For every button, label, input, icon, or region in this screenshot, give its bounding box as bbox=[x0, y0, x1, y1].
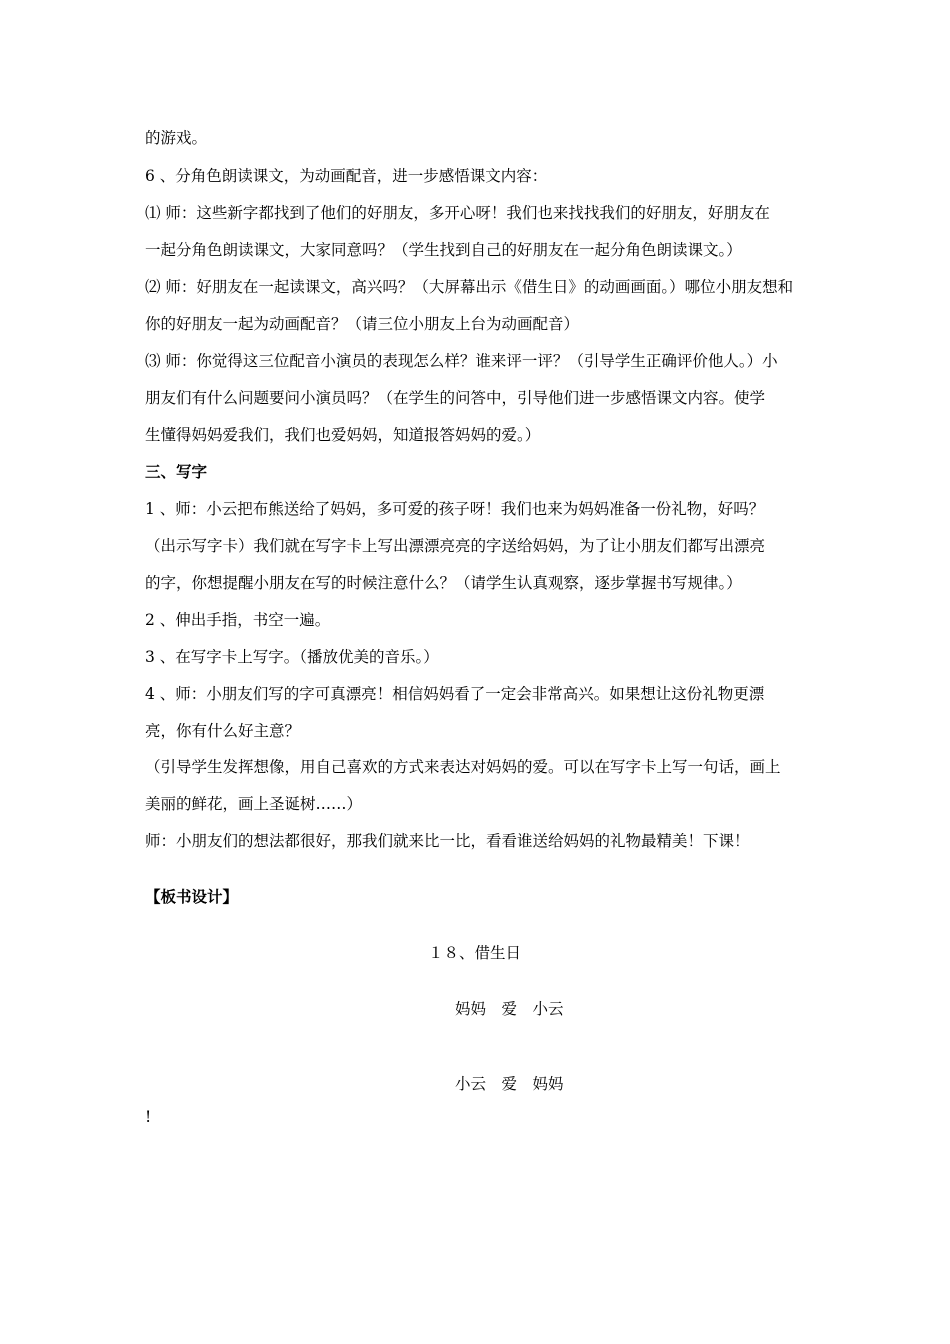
text-line: 3 、在写字卡上写字。（播放优美的音乐。） bbox=[145, 648, 439, 666]
text-line: ⑶ 师：你觉得这三位配音小演员的表现怎么样？谁来评一评？（引导学生正确评价他人。）小 bbox=[145, 352, 778, 370]
text-line: ⑵ 师：好朋友在一起读课文，高兴吗？（大屏幕出示《借生日》的动画画面。）哪位小朋友想和 bbox=[145, 278, 794, 296]
text-line: 的字，你想提醒小朋友在写的时候注意什么？（请学生认真观察，逐步掌握书写规律。） bbox=[145, 574, 742, 592]
text-line: 一起分角色朗读课文，大家同意吗？（学生找到自己的好朋友在一起分角色朗读课文。） bbox=[145, 241, 742, 259]
board-title: １８、借生日 bbox=[428, 944, 522, 962]
trailing-mark: ! bbox=[145, 1108, 152, 1126]
text-line: 你的好朋友一起为动画配音？（请三位小朋友上台为动画配音） bbox=[145, 315, 580, 333]
text-line: ⑴ 师：这些新字都找到了他们的好朋友，多开心呀！我们也来找找我们的好朋友，好朋友在 bbox=[145, 204, 770, 222]
text-line: 2 、伸出手指，书空一遍。 bbox=[145, 611, 331, 629]
text-line: 的游戏。 bbox=[145, 129, 208, 147]
text-line: 4 、师：小朋友们写的字可真漂亮！相信妈妈看了一定会非常高兴。如果想让这份礼物更漂 bbox=[145, 685, 765, 703]
text-line: 6 、分角色朗读课文，为动画配音，进一步感悟课文内容： bbox=[145, 167, 548, 185]
board-line-2: 小云 爱 妈妈 bbox=[455, 1075, 564, 1093]
text-line: （引导学生发挥想像，用自己喜欢的方式来表达对妈妈的爱。可以在写字卡上写一句话，画上 bbox=[145, 758, 781, 776]
text-line: 生懂得妈妈爱我们，我们也爱妈妈，知道报答妈妈的爱。） bbox=[145, 426, 541, 444]
text-line: 师：小朋友们的想法都很好，那我们就来比一比，看看谁送给妈妈的礼物最精美！下课！ bbox=[145, 832, 750, 850]
text-line: 亮，你有什么好主意？ bbox=[145, 722, 301, 740]
board-line-1: 妈妈 爱 小云 bbox=[455, 1000, 564, 1018]
text-line: 朋友们有什么问题要问小演员吗？（在学生的问答中，引导他们进一步感悟课文内容。使学 bbox=[145, 389, 766, 407]
text-line: 美丽的鲜花，画上圣诞树……） bbox=[145, 795, 363, 813]
text-line: （出示写字卡）我们就在写字卡上写出漂漂亮亮的字送给妈妈，为了让小朋友们都写出漂亮 bbox=[145, 537, 766, 555]
board-design-heading: 【板书设计】 bbox=[145, 887, 239, 906]
text-line: 1 、师：小云把布熊送给了妈妈，多可爱的孩子呀！我们也来为妈妈准备一份礼物，好吗？ bbox=[145, 500, 765, 518]
section-heading-writing: 三、写字 bbox=[145, 462, 208, 481]
